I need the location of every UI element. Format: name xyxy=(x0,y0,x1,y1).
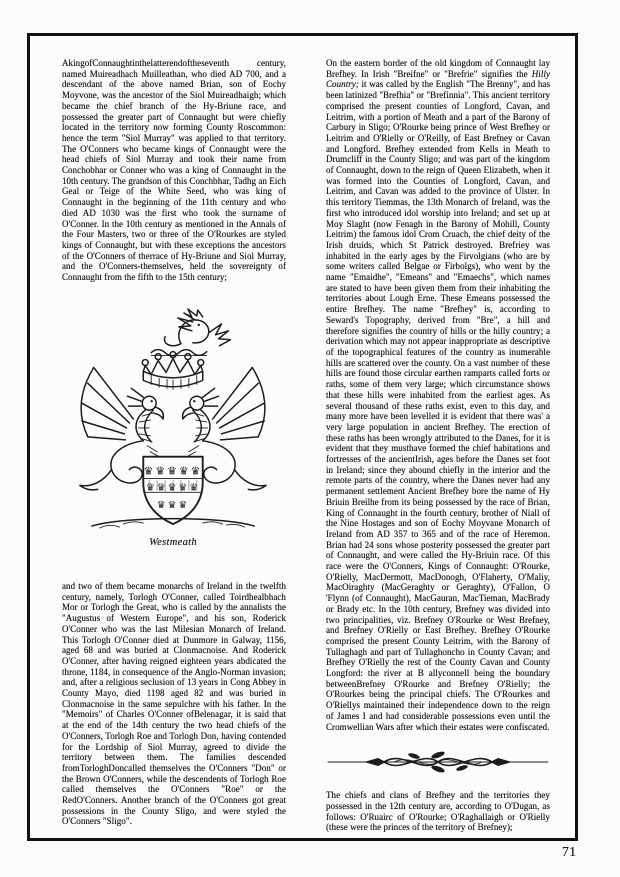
right-column xyxy=(326,58,550,833)
crown-icon xyxy=(142,352,203,390)
coat-of-arms-figure xyxy=(58,308,288,548)
coat-of-arms-image xyxy=(64,308,282,534)
body-paragraph: and two of them became monarchs of Ireland in the twelfth century, namely, Torlogh O'Conner, called Toirdhealbhach Mor or Torlogh the Great, who is called by the annalists the "Augustus of Western Europe", and his son, Roderick O'Conner who was the last Milesian Monarch of Ireland. This Torlogh O'Conner died at Dunmore in Galway, 1156, aged 68 and was buried at Clonmacnoise. And Roderick O'Conner, after having reigned eighteen years abdicated the throne, 1184, in consequence of the Anglo-Norman invasion; and, after a religious seclusion of 13 years in Cong Abbey in County Mayo, died 1198 aged 82 and was buried in Clonmacnoise in the same sepulchre with his father. In the "Memoirs" of Charles O'Conner ofBelenagar, it is said that at the end of the 14th century the two head chiefs of the O'Conners, Torlogh Roe and Torlogh Don, having contended for the Lordship of Siol Murray, agreed to divide the territory between them. The families descended fromTorloghDoncalled themselves the O'Conners "Don" or the Brown O'Conners, while the descendents of Torlogh Roe called themselves the O'Conners "Roe" or the RedO'Conners. Another branch of the O'Conners got great possessions in the County Sligo, and were styled the O'Conners "Sligo". xyxy=(62,581,286,827)
left-column-paragraph-1 xyxy=(62,58,286,283)
body-paragraph: The chiefs and clans of Brefhey and the territories they possessed in the 12th century are, according to O'Dugan, as follows: O'Ruairc of O'Rourke; O'Raghallaigh or O'Rielly (these were the princes of the territory of Brefney); xyxy=(326,790,550,833)
body-paragraph xyxy=(326,58,550,732)
svg-text:♛♛♛♛♛: ♛♛♛♛♛ xyxy=(145,482,201,494)
left-column-paragraph-2 xyxy=(62,581,286,827)
section-divider xyxy=(326,748,550,776)
svg-text:♛♛♛: ♛♛♛ xyxy=(156,500,190,512)
italic-phrase: Hilly Country; xyxy=(326,68,550,90)
crest-dragon-icon xyxy=(164,309,230,346)
shield-icon xyxy=(143,457,202,524)
page-number: 71 xyxy=(562,844,577,859)
page-border-frame xyxy=(27,33,578,841)
figure-caption: Westmeath xyxy=(149,537,197,548)
paragraph-text: it was called by the English "The Brenny", and has been latinized "Brefhia" or "Brefinnia". This ancient territory comprised the present counties of Longford, Cavan, and Leitrim, with a portion of Meath and a part of the Barony of Carbury in Sligo; O'Rourke being prince of West Brefhey or Leitrim and O'Rielly or O'Reilly, of East Brefney or Cavan and Longford. Brefhey extended from Kells in Meath to Drumcliff in the County Sligo; and was part of the kingdom of Connaught, down to the reign of Queen Elizabeth, when it was formed into the Counties of Longford, Cavan, and Leitrim, and Cavan was added to the province of Ulster. In this territory Tiemmas, the 13th Monarch of Ireland, was the first who introduced idol worship into Ireland; and set up at Moy Slaght (now Fenagh in the Barony of Mohill, County Leitrim) the famous idol Crom Cruach, the chief deity of the Irish druids, which St Patrick destroyed. Brefriey was inhabited in the early ages by the Firvolgians (who are by some writers called Belgae or Firbolgs), who went by the name "Emaidhe", "Emeans" and "Emaechs", which names are stated to have been given them from their inhabiting the territories about Lough Erne. These Emeans possessed the entire Brefhey. The name "Brefhey" is, according to Seward's Topography, derived from "Bre", a hill and therefore signifies the country of hills or the hilly country; a derivation which may not appear inappropriate as descriptive of the topographical features of the country as inumerable hills are scattered over the county. On a vast number of these hills are found those circular earthen ramparts called forts or raths, some of them very large; which circumstance shows that these hills were inhabited from the earliest ages. As several thousand of these raths exist, even to this day, and many more have been levelled it is evident that there was' a very large population in ancient Brefhey. The erection of these raths has been wrongly attributed to the Danes, for it is evident that they musthave formed the chief habitations and fortresses of the ancientIrish, ages before the Danes set foot in Ireland; since they abound chiefly in the interior and the remote parts of the country, where the Danes never had any permanent settlement Ancient Brefhey bore the name of Hy Briuin Breilhe from its being possessed by the race of Brian, King of Connaught in the fourth century, brother of Niall of the Nine Hostages and son of Eochy Moyvane Monarch of Ireland from AD 357 to 365 and of the race of Heremon. Brian had 24 sons whose posterity possessed the greater part of Connaught, and were called the Hy-Briuin race. Of this race were the O'Conners, Kings of Connaught: O'Rourke, O'Rielly, MacDermott, MacDonogh, O'Flaherty, O'Maliy, MacOiraghty (MacGeraghty or Geraghty), O'Fallon, O 'Flynn (of Connaught), MacGauran, MacTieman, MacBrady or Brady etc. In the 10th century, Brefney was divided into two principalities, viz. Brefney O'Rourke or West Brefney, and Brefney O'Rielly or East Brefhey. Brefhey O'Rourke comprised the present County Leitrim, with the Barony of Tullaghagh and part of Tullaghoncho in County Cavan; and Brefhey O'Rielly the rest of the County Cavan and County Longford: the river at B allyconnell being the boundary betweenBrefney O'Rourke and Brefney O'Rielly; the O'Rourkes being the principal chiefs. The O'Rourkes and O'Riellys maintained their independence down to the reign of James I and had considerable possessions even until the Cromwellian Wars after which their estates were confiscated. xyxy=(326,79,550,732)
paragraph-text: On the eastern border of the old kingdom of Connaught lay Brefhey. In Irish "Breifne" or "Brefrie" signifies the xyxy=(326,58,550,79)
ornamental-divider-icon xyxy=(326,748,550,776)
svg-text:♛♛♛♛♛: ♛♛♛♛♛ xyxy=(143,464,203,478)
body-paragraph: AkingofConnaughtinthelatterendoftheseventh century, named Muireadhach Muilleathan, who died AD 700, and a descendant of the above named Brian, son of Eochy Moyvone, was the ancestor of the Siol Muireadhaigh; which became the chief branch of the Hy-Briune race, and possessed the greater part of Connaught but were chiefly located in the territory now forming County Roscommon: hence the term "Siol Murray" was applied to that territory. The O'Conners who became kings of Connaught were the head chiefs of Siol Murray and took their name from Conchobhar or Conner who was a king of Connaught in the 10th century. The grandson of this Conchbhar, Tadhg an Eich Geal or Teige of the White Seed, who was king of Connaught in the beginning of the 11th century and who died AD 1030 was the first who took the surname of O'Conner. In the 10th century as mentioned in the Annals of the Four Masters, two or three of the O'Rourkes are styled kings of Connaught, but with these exceptions the ancestors of the O'Conners of therrace of Hy-Briune and Siol Murray, and the O'Conners-themselves, held the sovereignty of Connaught from the fifth to the 15th century; xyxy=(62,58,286,283)
